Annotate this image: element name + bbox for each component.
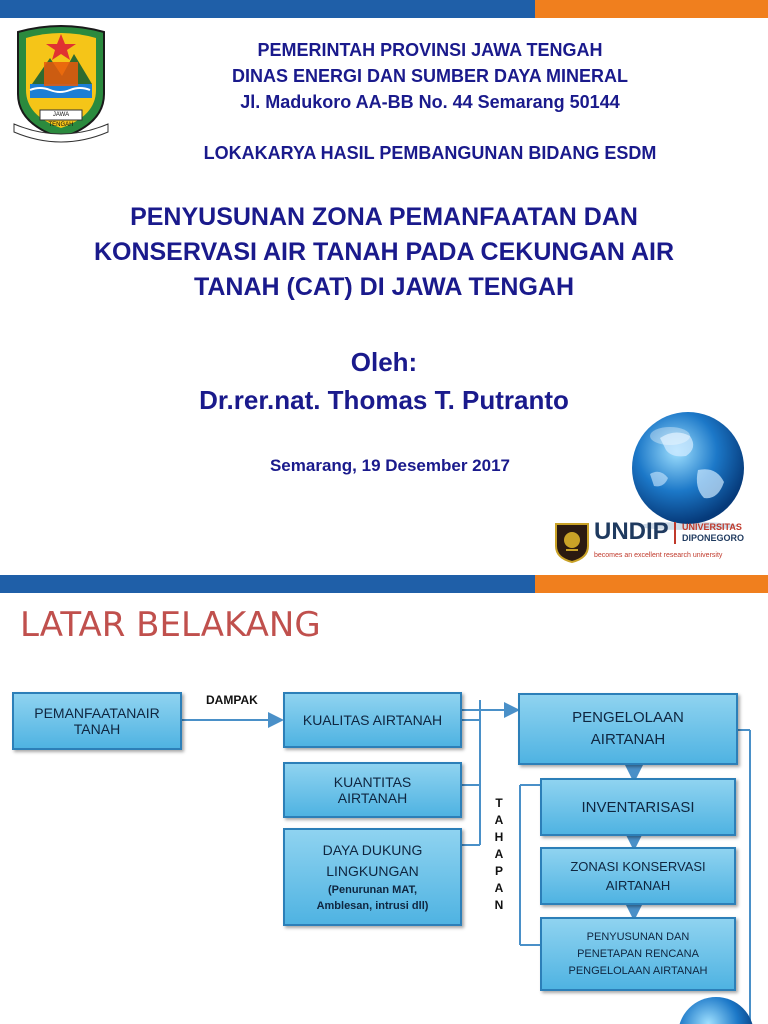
box-kualitas: KUALITAS AIRTANAH — [283, 692, 462, 748]
presentation-title-line-3: TANAH (CAT) DI JAWA TENGAH — [193, 273, 575, 301]
box-inventarisasi: INVENTARISASI — [540, 778, 736, 836]
box-daya-dukung: DAYA DUKUNG LINGKUNGAN (Penurunan MAT, Amblesan, intrusi dll) — [283, 828, 462, 926]
content-slide — [0, 575, 768, 1024]
header-line-2: DINAS ENERGI DAN SUMBER DAYA MINERAL — [231, 66, 629, 86]
box-kuantitas: KUANTITAS AIRTANAH — [283, 762, 462, 818]
globe-icon — [620, 408, 756, 530]
impact-label: DAMPAK — [206, 693, 258, 707]
undip-sub1: UNIVERSITAS — [682, 522, 742, 532]
presentation-title-line-2: KONSERVASI AIR TANAH PADA CEKUNGAN AIR — [93, 238, 675, 266]
top-color-bar — [0, 0, 768, 18]
emblem-label: JAWA TENGAH — [48, 112, 74, 128]
place-date: Semarang, 19 Desember 2017 — [269, 456, 511, 475]
globe-icon-small — [676, 995, 756, 1024]
header-line-1: PEMERINTAH PROVINSI JAWA TENGAH — [257, 40, 603, 60]
box-zonasi: ZONASI KONSERVASI AIRTANAH — [540, 847, 736, 905]
event-title: LOKAKARYA HASIL PEMBANGUNAN BIDANG ESDM — [203, 143, 657, 163]
author-name: Dr.rer.nat. Thomas T. Putranto — [199, 385, 569, 415]
header-line-3: Jl. Madukoro AA-BB No. 44 Semarang 50144 — [240, 92, 620, 112]
by-label: Oleh: — [350, 347, 418, 377]
box-pengelolaan: PENGELOLAAN AIRTANAH — [518, 693, 738, 765]
slide-heading: LATAR BELAKANG — [20, 605, 321, 645]
undip-logo — [552, 518, 752, 570]
undip-name: UNDIP — [594, 518, 669, 545]
jawa-tengah-emblem — [10, 24, 112, 146]
box-penyusunan: PENYUSUNAN DAN PENETAPAN RENCANA PENGELOLAAN AIRTANAH — [540, 917, 736, 991]
undip-sub2: DIPONEGORO — [682, 533, 745, 543]
presentation-title-line-1: PENYUSUNAN ZONA PEMANFAATAN DAN — [130, 203, 638, 231]
box-pemanfaatan: PEMANFAATANAIR TANAH — [12, 692, 182, 750]
undip-tagline: becomes an excellent research university — [594, 552, 723, 559]
tahapan-label: T A H A P A N — [494, 796, 504, 912]
